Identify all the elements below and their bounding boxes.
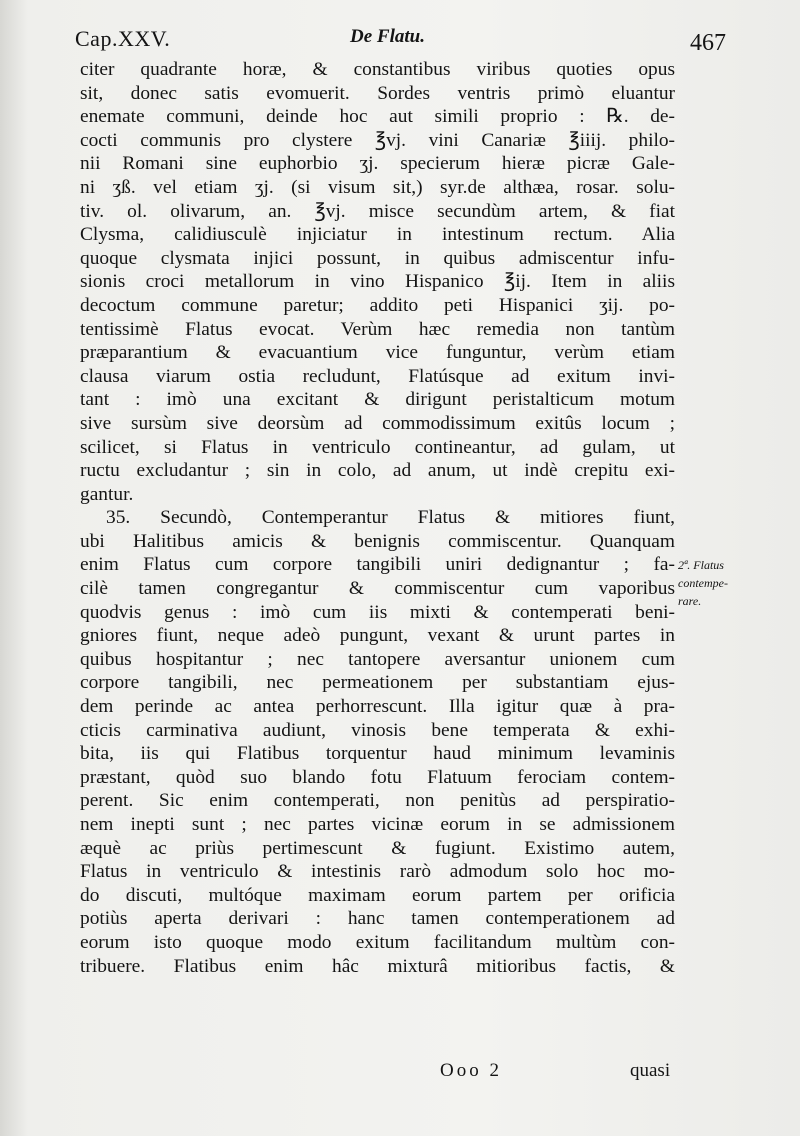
text-line: enemate communi, deinde hoc aut simili proprio : ℞. de-	[80, 106, 675, 128]
text-line: nem inepti sunt ; nec partes vicinæ eorum in se admissionem	[80, 814, 675, 835]
running-title: De Flatu.	[350, 26, 425, 47]
catchword: quasi	[630, 1060, 671, 1081]
text-line: cticis carminativa audiunt, vinosis bene temperata & exhi-	[80, 719, 675, 741]
body-text	[80, 58, 675, 978]
margin-note-line: 2ª. Flatus	[678, 558, 724, 572]
text-line: tant : imò una excitant & dirigunt peristalticum motum	[80, 389, 675, 411]
text-line: gniores fiunt, neque adeò pungunt, vexant & urunt partes in	[80, 625, 675, 647]
text-line: tiv. ol. olivarum, an. ℥vj. misce secundùm artem, & fiat	[80, 200, 675, 222]
text-line: gantur.	[80, 483, 134, 505]
text-line: sit, donec satis evomuerit. Sordes ventris primò eluantur	[80, 82, 675, 104]
text-line: ructu excludantur ; sin in colo, ad anum, ut indè crepitu exi-	[80, 460, 675, 482]
chapter-heading: Cap.XXV.	[75, 26, 171, 51]
text-line: scilicet, si Flatus in ventriculo contineantur, ad gulam, ut	[80, 436, 675, 458]
text-line: sive sursùm sive deorsùm ad commodissimum exitûs locum ;	[80, 412, 675, 434]
text-line: dem perinde ac antea perhorrescunt. Illa igitur quæ à pra-	[80, 696, 675, 718]
text-line: corpore tangibili, nec permeationem per substantiam ejus-	[80, 672, 675, 694]
text-line: potiùs aperta derivari : hanc tamen contemperationem ad	[80, 908, 675, 930]
text-line: eorum isto quoque modo exitum facilitandum multùm con-	[80, 931, 675, 953]
text-line: sionis croci metallorum in vino Hispanico ℥ij. Item in aliis	[80, 271, 675, 293]
text-line: quodvis genus : imò cum iis mixti & contemperati beni-	[80, 601, 675, 623]
text-line: cilè tamen congregantur & commiscentur cum vaporibus	[80, 578, 675, 600]
text-line: æquè ac priùs pertimescunt & fugiunt. Existimo autem,	[80, 837, 675, 859]
text-line: Flatus in ventriculo & intestinis rarò admodum solo hoc mo-	[80, 861, 675, 883]
text-line: do discuti, multóque maximam eorum partem per orificia	[80, 884, 675, 906]
paragraph-start-line: 35. Secundò, Contemperantur Flatus & mitiores fiunt,	[106, 507, 675, 529]
margin-note	[678, 556, 778, 610]
signature-mark: Ooo 2	[440, 1060, 502, 1081]
text-line: quoque clysmata injici possunt, in quibus admiscentur infu-	[80, 247, 675, 269]
text-line: nii Romani sine euphorbio ʒj. specierum hieræ picræ Gale-	[80, 153, 675, 175]
text-line: cocti communis pro clystere ℥vj. vini Canariæ ℥iiij. philo-	[80, 129, 675, 151]
text-line: ubi Halitibus amicis & benignis commiscentur. Quanquam	[80, 530, 675, 552]
text-line: tribuere. Flatibus enim hâc mixturâ mitioribus factis, &	[80, 955, 675, 977]
margin-note-line: rare.	[678, 594, 702, 608]
page-number: 467	[690, 30, 726, 56]
text-line: bita, iis qui Flatibus torquentur haud minimum levaminis	[80, 743, 675, 765]
text-line: clausa viarum ostia recludunt, Flatúsque ad exitum invi-	[80, 365, 675, 387]
text-line: ni ʒß. vel etiam ʒj. (si visum sit,) syr.de althæa, rosar. solu-	[80, 176, 675, 198]
text-line: præstant, quòd suo blando fotu Flatuum ferociam contem-	[80, 766, 675, 788]
text-line: decoctum commune paretur; addito peti Hispanici ʒij. po-	[80, 294, 675, 316]
text-line: citer quadrante horæ, & constantibus viribus quoties opus	[80, 59, 675, 80]
text-line: Clysma, calidiusculè injiciatur in intestinum rectum. Alia	[80, 224, 675, 246]
text-line: perent. Sic enim contemperati, non penitùs ad perspiratio-	[80, 790, 675, 812]
text-line: enim Flatus cum corpore tangibili uniri dedignantur ; fa-	[80, 554, 675, 576]
text-line: quibus hospitantur ; nec tantopere aversantur unionem cum	[80, 648, 675, 670]
text-line: tentissimè Flatus evocat. Verùm hæc remedia non tantùm	[80, 318, 675, 340]
text-line: præparantium & evacuantium vice funguntur, verùm etiam	[80, 342, 675, 364]
margin-note-line: contempe-	[678, 576, 728, 590]
